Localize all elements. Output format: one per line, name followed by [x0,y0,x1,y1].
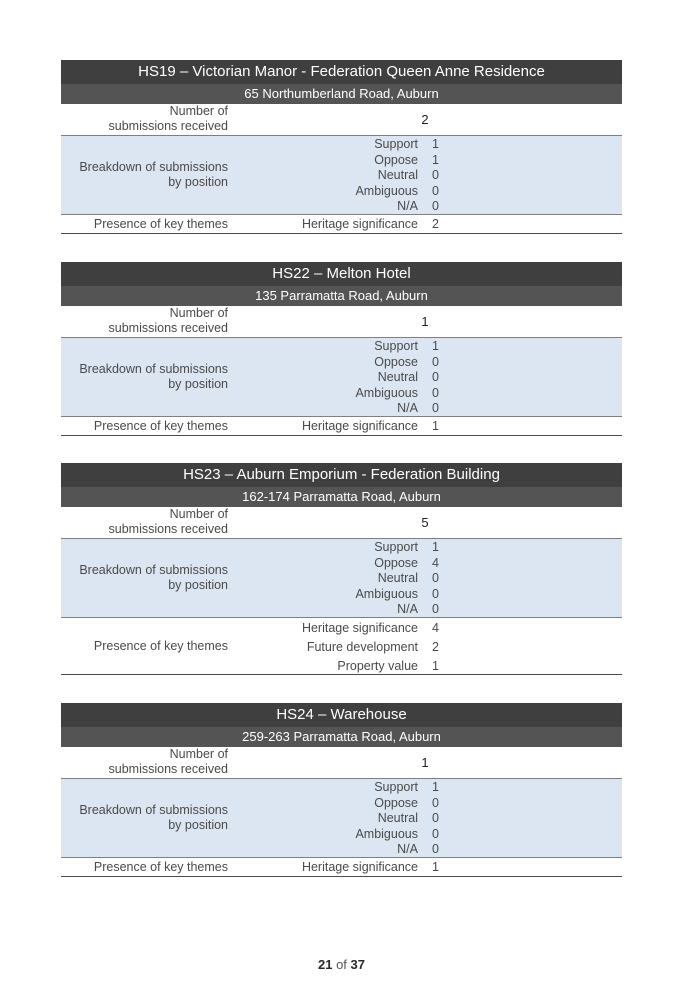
themes-list [228,619,458,676]
themes-row [61,417,622,436]
submissions-label-line2: submissions received [108,119,228,133]
table-title: HS19 – Victorian Manor - Federation Queen Anne Residence [61,60,622,84]
themes-label: Presence of key themes [93,217,228,231]
submissions-row [61,104,622,136]
table-title: HS22 – Melton Hotel [61,262,622,286]
theme-item [228,657,458,676]
submissions-row [61,306,622,338]
page-number [0,957,683,972]
breakdown-row [61,136,622,215]
position-label: Ambiguous [355,586,418,601]
position-label: Support [374,137,418,151]
position-count: 0 [432,811,439,825]
theme-label: Future development [306,640,418,654]
total-pages: 37 [350,957,366,972]
themes-row [61,215,622,234]
breakdown-label-line2: by position [168,818,228,832]
themes-list [228,215,458,233]
breakdown-row [61,779,622,858]
breakdown-row [61,338,622,417]
breakdown-item [228,571,458,587]
theme-count: 2 [432,217,439,231]
themes-row [61,858,622,877]
position-count: 0 [432,586,439,601]
theme-label: Heritage significance [301,217,418,231]
submissions-label [61,306,228,337]
breakdown-label-line1: Breakdown of submissions [79,362,228,376]
breakdown-item [228,199,458,215]
theme-item [228,215,458,233]
position-label: Oppose [374,795,418,810]
position-count: 0 [432,354,439,369]
breakdown-list [228,339,458,417]
theme-count: 1 [432,659,439,673]
breakdown-item [228,401,458,417]
breakdown-item [228,184,458,200]
position-count: 0 [432,370,439,384]
position-label: Support [374,540,418,554]
theme-count: 4 [432,621,439,635]
position-label: Neutral [377,370,418,384]
breakdown-item [228,386,458,402]
theme-item [228,638,458,657]
position-label: Support [374,780,418,794]
themes-label: Presence of key themes [93,639,228,653]
breakdown-list [228,780,458,858]
page-of: of [336,957,347,972]
breakdown-item [228,153,458,169]
themes-row [61,618,622,675]
breakdown-item [228,602,458,618]
submissions-count: 1 [421,755,429,770]
theme-item [228,858,458,876]
table-address: 259-263 Parramatta Road, Auburn [61,727,622,747]
breakdown-item [228,339,458,355]
breakdown-label [61,779,228,857]
breakdown-item [228,811,458,827]
breakdown-label-line1: Breakdown of submissions [79,160,228,174]
position-count: 1 [432,540,439,554]
submissions-row [61,747,622,779]
heritage-table-hs19 [61,60,622,234]
position-label: Oppose [374,152,418,167]
theme-label: Property value [337,659,418,673]
current-page: 21 [317,957,333,972]
table-address: 162-174 Parramatta Road, Auburn [61,487,622,507]
theme-count: 1 [432,419,439,433]
position-label: Neutral [377,168,418,182]
position-label: Support [374,339,418,353]
theme-count: 1 [432,860,439,874]
breakdown-list [228,540,458,618]
submissions-label-line1: Number of [169,104,228,118]
submissions-count: 5 [421,515,429,530]
position-label: N/A [397,401,418,415]
themes-label: Presence of key themes [93,860,228,874]
submissions-label-line2: submissions received [108,321,228,335]
submissions-label-line2: submissions received [108,762,228,776]
breakdown-label [61,136,228,214]
submissions-label [61,104,228,135]
table-address: 65 Northumberland Road, Auburn [61,84,622,104]
position-count: 0 [432,826,439,841]
breakdown-item [228,842,458,858]
heritage-table-hs24 [61,703,622,877]
position-count: 1 [432,137,439,151]
breakdown-label [61,338,228,416]
position-count: 0 [432,401,439,415]
theme-label: Heritage significance [301,419,418,433]
breakdown-list [228,137,458,215]
theme-item [228,417,458,435]
breakdown-label-line1: Breakdown of submissions [79,563,228,577]
breakdown-item [228,370,458,386]
position-label: N/A [397,842,418,856]
breakdown-item [228,587,458,603]
breakdown-label-line2: by position [168,377,228,391]
position-label: Neutral [377,811,418,825]
position-label: N/A [397,602,418,616]
breakdown-label-line2: by position [168,578,228,592]
position-count: 0 [432,571,439,585]
position-count: 4 [432,555,439,570]
theme-item [228,619,458,638]
submissions-label-line1: Number of [169,306,228,320]
submissions-label [61,747,228,778]
breakdown-label [61,539,228,617]
breakdown-item [228,827,458,843]
position-count: 0 [432,168,439,182]
position-label: N/A [397,199,418,213]
breakdown-item [228,137,458,153]
submissions-label-line2: submissions received [108,522,228,536]
position-count: 0 [432,199,439,213]
position-label: Ambiguous [355,385,418,400]
position-count: 0 [432,842,439,856]
breakdown-item [228,540,458,556]
breakdown-item [228,556,458,572]
breakdown-label-line1: Breakdown of submissions [79,803,228,817]
heritage-table-hs23 [61,463,622,675]
submissions-count: 2 [421,112,429,127]
position-label: Ambiguous [355,826,418,841]
breakdown-row [61,539,622,618]
heritage-table-hs22 [61,262,622,436]
position-label: Oppose [374,354,418,369]
breakdown-label-line2: by position [168,175,228,189]
theme-label: Heritage significance [301,621,418,635]
theme-label: Heritage significance [301,860,418,874]
breakdown-item [228,796,458,812]
position-label: Neutral [377,571,418,585]
breakdown-item [228,355,458,371]
breakdown-item [228,780,458,796]
table-title: HS24 – Warehouse [61,703,622,727]
breakdown-item [228,168,458,184]
themes-label: Presence of key themes [93,419,228,433]
position-label: Ambiguous [355,183,418,198]
position-count: 1 [432,339,439,353]
table-title: HS23 – Auburn Emporium - Federation Building [61,463,622,487]
position-count: 0 [432,183,439,198]
table-address: 135 Parramatta Road, Auburn [61,286,622,306]
themes-list [228,858,458,876]
position-count: 0 [432,602,439,616]
themes-list [228,417,458,435]
theme-count: 2 [432,640,439,654]
position-label: Oppose [374,555,418,570]
submissions-label [61,507,228,538]
position-count: 0 [432,795,439,810]
position-count: 1 [432,780,439,794]
submissions-label-line1: Number of [169,507,228,521]
submissions-count: 1 [421,314,429,329]
submissions-label-line1: Number of [169,747,228,761]
position-count: 0 [432,385,439,400]
position-count: 1 [432,152,439,167]
submissions-row [61,507,622,539]
